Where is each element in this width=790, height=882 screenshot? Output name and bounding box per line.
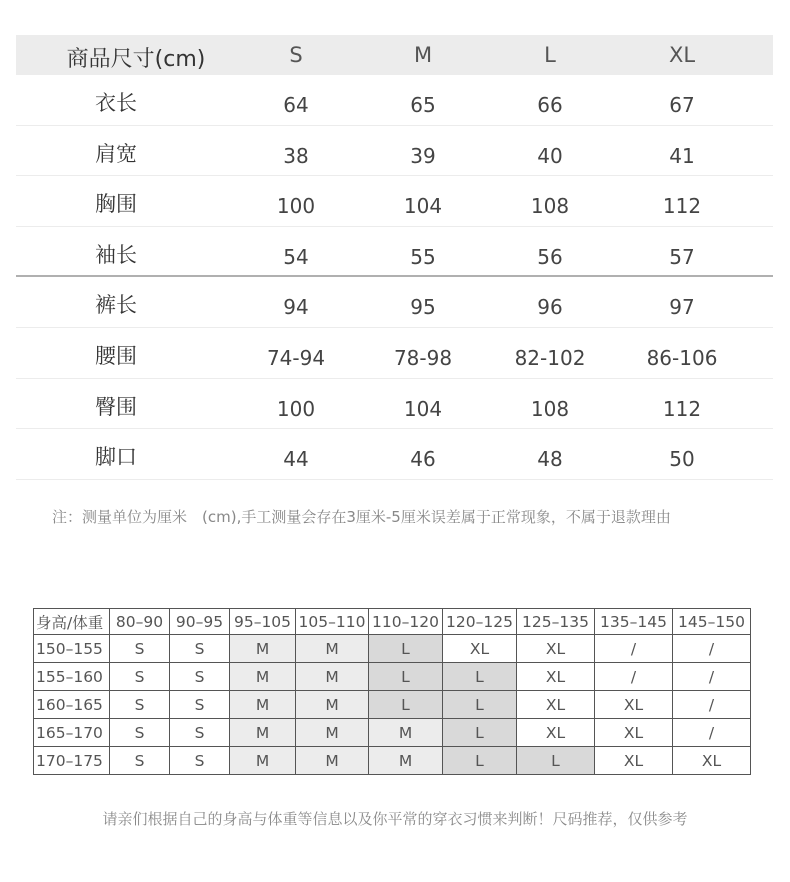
table-cell: M xyxy=(230,663,296,691)
table-cell: 86-106 xyxy=(646,345,718,370)
table-cell: 54 xyxy=(283,244,309,269)
size-table xyxy=(16,35,773,480)
table-cell: XL xyxy=(517,635,595,663)
row-label: 160–165 xyxy=(34,691,110,719)
table-cell: S xyxy=(170,719,230,747)
table-cell: S xyxy=(170,691,230,719)
table-row xyxy=(34,719,751,747)
row-label: 150–155 xyxy=(34,635,110,663)
header-cell: 110–120 xyxy=(369,609,443,635)
table-cell: 74-94 xyxy=(266,345,326,370)
header-cell: 145–150 xyxy=(673,609,751,635)
row-label: 臀围 xyxy=(95,394,137,419)
table-cell: 108 xyxy=(530,396,570,421)
table-cell: S xyxy=(170,747,230,775)
table-cell: XL xyxy=(595,747,673,775)
row-label: 腰围 xyxy=(95,343,137,368)
table-cell: XL xyxy=(517,719,595,747)
table-row xyxy=(16,227,773,278)
table-cell: M xyxy=(369,747,443,775)
table-cell: 112 xyxy=(662,194,702,219)
table-row xyxy=(34,635,751,663)
table-header-row xyxy=(34,609,751,635)
table-cell: / xyxy=(595,635,673,663)
table-cell: S xyxy=(170,663,230,691)
table-cell: 104 xyxy=(403,194,443,219)
table-cell: 66 xyxy=(537,93,563,117)
table-cell: L xyxy=(517,747,595,775)
table-cell: S xyxy=(170,635,230,663)
table-cell: M xyxy=(296,691,369,719)
header-cell: S xyxy=(289,43,303,67)
measurement-note: 注：测量单位为厘米 (cm),手工测量会存在3厘米-5厘米误差属于正常现象，不属于退款理由 xyxy=(52,508,671,526)
table-cell: / xyxy=(673,663,751,691)
table-cell: 40 xyxy=(537,143,563,168)
header-cell: 95–105 xyxy=(230,609,296,635)
size-table-header xyxy=(16,35,773,75)
table-row xyxy=(16,328,773,379)
table-row xyxy=(16,126,773,177)
table-cell: XL xyxy=(595,691,673,719)
table-cell: 46 xyxy=(410,447,436,472)
header-cell: M xyxy=(413,43,433,67)
table-cell: M xyxy=(296,719,369,747)
table-cell: M xyxy=(296,663,369,691)
table-cell: S xyxy=(110,747,170,775)
table-cell: XL xyxy=(517,691,595,719)
row-label: 170–175 xyxy=(34,747,110,775)
table-cell: M xyxy=(369,719,443,747)
table-cell: L xyxy=(369,635,443,663)
table-cell: 57 xyxy=(669,244,695,269)
header-cell: L xyxy=(544,43,556,67)
table-cell: XL xyxy=(595,719,673,747)
table-cell: 48 xyxy=(537,447,563,472)
table-cell: 96 xyxy=(537,295,563,320)
size-recommendation-table xyxy=(33,608,751,775)
table-cell: S xyxy=(110,719,170,747)
header-cell: 120–125 xyxy=(443,609,517,635)
table-cell: 108 xyxy=(530,194,570,219)
table-cell: S xyxy=(110,691,170,719)
header-cell: 135–145 xyxy=(595,609,673,635)
table-cell: M xyxy=(296,635,369,663)
table-cell: XL xyxy=(443,635,517,663)
table-cell: XL xyxy=(673,747,751,775)
table-cell: M xyxy=(230,635,296,663)
row-label: 裤长 xyxy=(95,293,137,318)
table-cell: 78-98 xyxy=(393,345,453,370)
table-cell: S xyxy=(110,663,170,691)
table-row xyxy=(16,379,773,430)
table-cell: / xyxy=(595,663,673,691)
table-cell: / xyxy=(673,691,751,719)
row-label: 袖长 xyxy=(95,242,137,267)
header-cell: 105–110 xyxy=(296,609,369,635)
table-cell: M xyxy=(230,719,296,747)
table-cell: 95 xyxy=(410,295,436,320)
row-label: 胸围 xyxy=(95,192,137,217)
table-cell: L xyxy=(443,719,517,747)
table-row xyxy=(16,176,773,227)
table-cell: M xyxy=(230,747,296,775)
header-cell: XL xyxy=(668,43,696,67)
table-cell: 112 xyxy=(662,396,702,421)
table-cell: 65 xyxy=(410,93,436,117)
row-label: 衣长 xyxy=(95,91,137,115)
table-cell: 97 xyxy=(669,295,695,320)
table-cell: M xyxy=(230,691,296,719)
header-cell: 90–95 xyxy=(170,609,230,635)
table-row xyxy=(34,747,751,775)
header-cell: 125–135 xyxy=(517,609,595,635)
row-label: 肩宽 xyxy=(95,141,137,166)
table-row xyxy=(16,75,773,126)
table-cell: L xyxy=(443,747,517,775)
table-cell: 50 xyxy=(669,447,695,472)
header-cell: 80–90 xyxy=(110,609,170,635)
table-cell: 44 xyxy=(283,447,309,472)
table-cell: 64 xyxy=(283,93,309,117)
table-cell: / xyxy=(673,719,751,747)
table-cell: L xyxy=(443,663,517,691)
table-cell: 94 xyxy=(283,295,309,320)
table-row xyxy=(16,429,773,480)
table-row xyxy=(34,663,751,691)
row-label: 155–160 xyxy=(34,663,110,691)
table-cell: L xyxy=(443,691,517,719)
header-cell: 身高/体重 xyxy=(34,609,110,635)
table-cell: 38 xyxy=(283,143,309,168)
table-cell: L xyxy=(369,663,443,691)
table-cell: 41 xyxy=(669,143,695,168)
table-cell: L xyxy=(369,691,443,719)
table-cell: 56 xyxy=(537,244,563,269)
table-row xyxy=(16,277,773,328)
table-cell: 55 xyxy=(410,244,436,269)
table-cell: 100 xyxy=(276,194,316,219)
recommendation-note: 请亲们根据自己的身高与体重等信息以及你平常的穿衣习惯来判断！尺码推荐，仅供参考 xyxy=(102,810,688,828)
row-label: 165–170 xyxy=(34,719,110,747)
table-cell: 104 xyxy=(403,396,443,421)
table-row xyxy=(34,691,751,719)
row-label: 脚口 xyxy=(95,445,137,470)
table-cell: 82-102 xyxy=(514,345,586,370)
header-cell: 商品尺寸(cm) xyxy=(66,47,206,72)
table-cell: XL xyxy=(517,663,595,691)
table-cell: 39 xyxy=(410,143,436,168)
table-cell: M xyxy=(296,747,369,775)
table-cell: S xyxy=(110,635,170,663)
table-cell: 100 xyxy=(276,396,316,421)
table-cell: / xyxy=(673,635,751,663)
table-cell: 67 xyxy=(669,93,695,117)
